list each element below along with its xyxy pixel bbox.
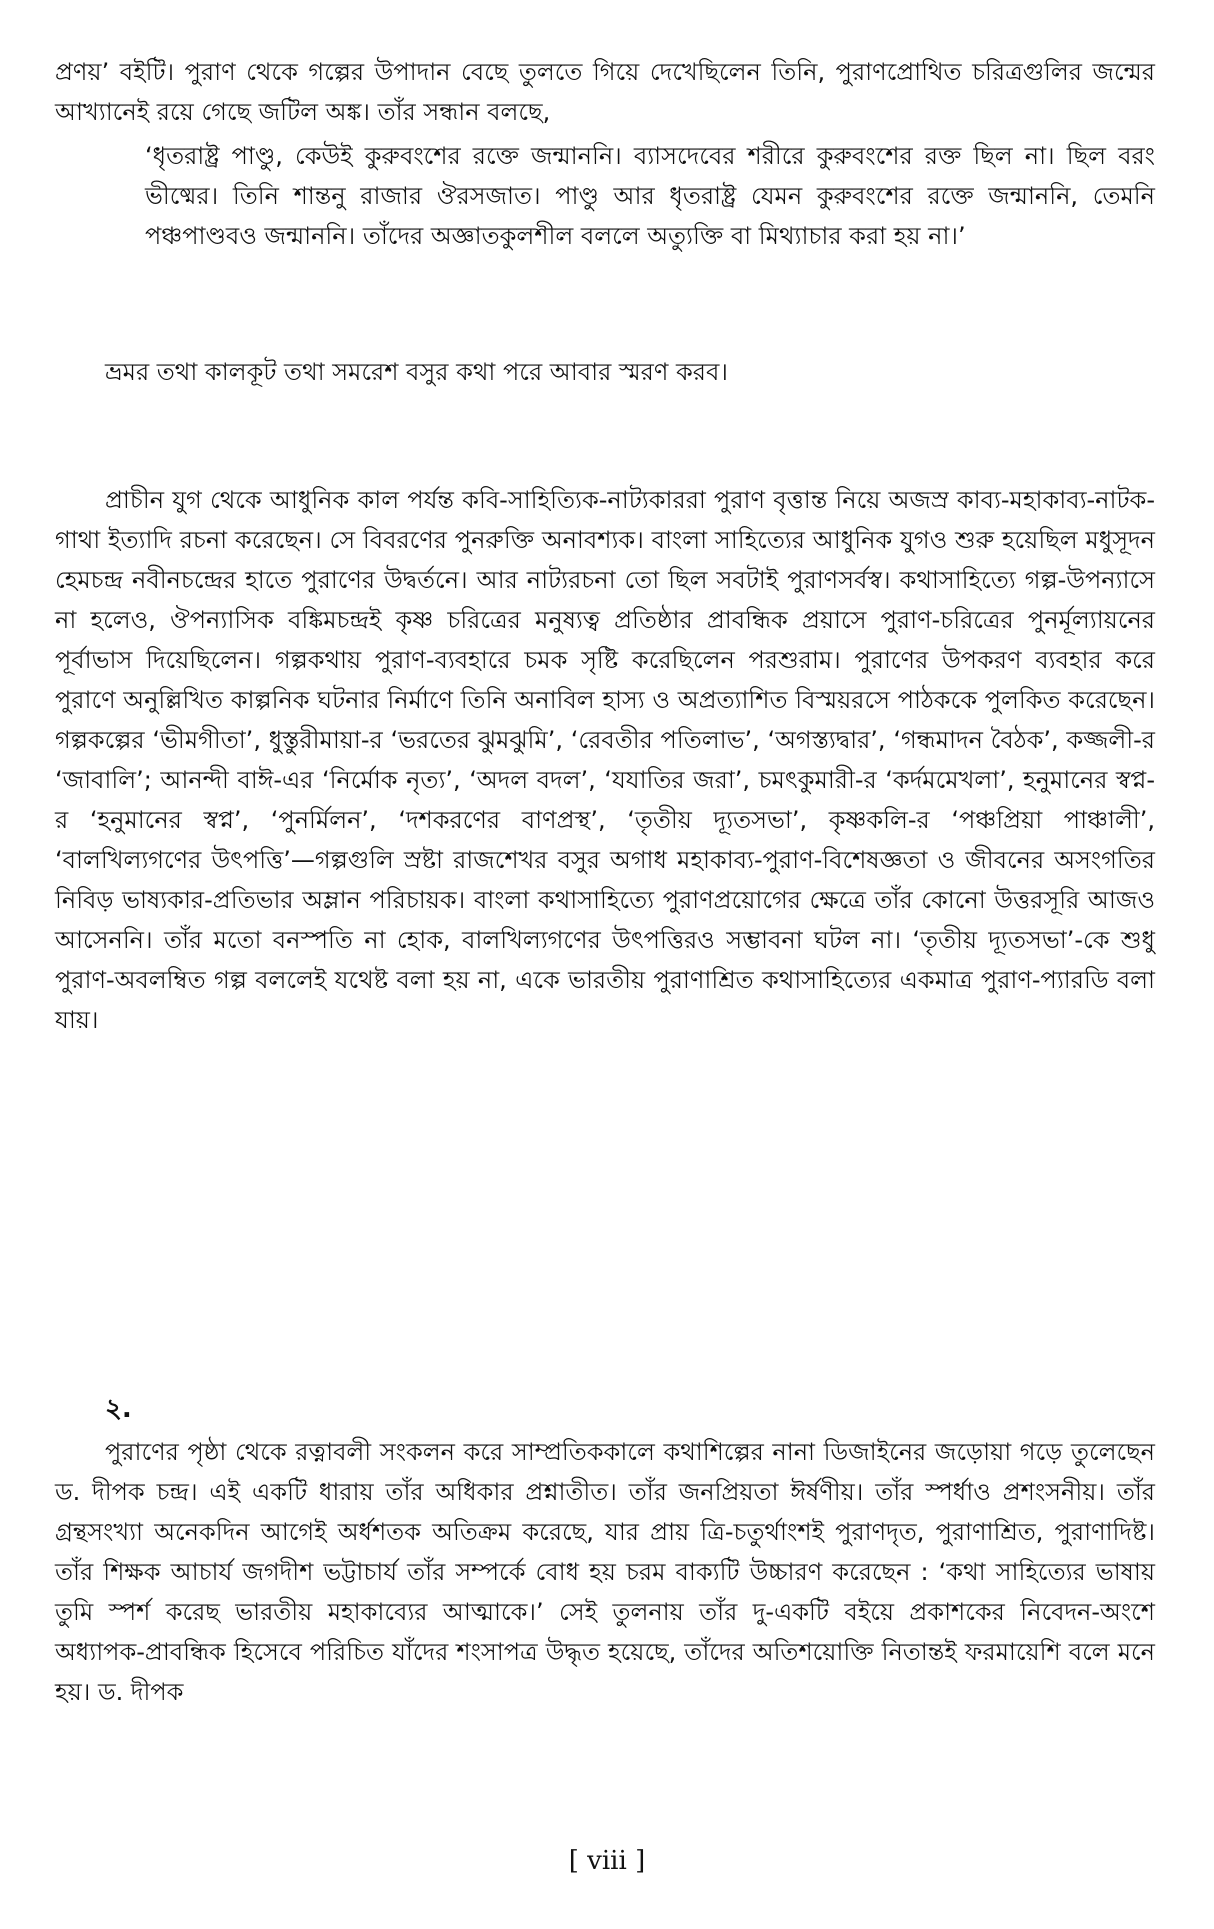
block-quote: ‘ধৃতরাষ্ট্র পাণ্ডু, কেউই কুরুবংশের রক্তে জন্মাননি। ব্যাসদেবের শরীরে কুরুবংশের রক্ত ছিল না। ছিল বরং ভীষ্মের। তিনি শান্তনু রাজার ঔরসজাত। পাণ্ডু আর ধৃতরাষ্ট্র যেমন কুরুবংশের রক্তে জন্মাননি, তেমনি পঞ্চপাণ্ডবও জন্মাননি। তাঁদের অজ্ঞাতকুলশীল বললে অত্যুক্তি বা মিথ্যাচার করা হয় না।’ [145, 142, 1155, 250]
paragraph-remember: ভ্রমর তথা কালকূট তথা সমরেশ বসুর কথা পরে আবার স্মরণ করব। [105, 358, 728, 386]
paragraph-dipak: পুরাণের পৃষ্ঠা থেকে রত্নাবলী সংকলন করে সাম্প্রতিককালে কথাশিল্পের নানা ডিজাইনের জড়োয়া গড়ে তুলেছেন ড. দীপক চন্দ্র। এই একটি ধারায় তাঁর অধিকার প্রশ্নাতীত। তাঁর জনপ্রিয়তা ঈর্ষণীয়। তাঁর স্পর্ধাও প্রশংসনীয়। তাঁর গ্রন্থসংখ্যা অনেকদিন আগেই অর্ধশতক অতিক্রম করেছে, যার প্রায় ত্রি-চতুর্থাংশই পুরাণদৃত, পুরাণাশ্রিত, পুরাণাদিষ্ট। তাঁর শিক্ষক আচার্য জগদীশ ভট্টাচার্য তাঁর সম্পর্কে বোধ হয় চরম বাক্যটি উচ্চারণ করেছেন : ‘কথা সাহিত্যের ভাষায় তুমি স্পর্শ করেছ ভারতীয় মহাকাব্যের আত্মাকে।’ সেই তুলনায় তাঁর দু-একটি বইয়ে প্রকাশকের নিবেদন-অংশে অধ্যাপক-প্রাবন্ধিক হিসেবে পরিচিত যাঁদের শংসাপত্র উদ্ধৃত হয়েছে, তাঁদের অতিশয়োক্তি নিতান্তই ফরমায়েশি বলে মনে হয়। ড. দীপক [55, 1438, 1155, 1706]
document-page [55, 52, 1155, 1892]
section-number: ২. [105, 1394, 132, 1424]
paragraph-opening: প্রণয়’ বইটি। পুরাণ থেকে গল্পের উপাদান বেছে তুলতে গিয়ে দেখেছিলেন তিনি, পুরাণপ্রোথিত চরিত্রগুলির জন্মের আখ্যানেই রয়ে গেছে জটিল অঙ্ক। তাঁর সন্ধান বলছে, [55, 58, 1155, 126]
paragraph-history: প্রাচীন যুগ থেকে আধুনিক কাল পর্যন্ত কবি-সাহিত্যিক-নাট্যকাররা পুরাণ বৃত্তান্ত নিয়ে অজস্র কাব্য-মহাকাব্য-নাটক-গাথা ইত্যাদি রচনা করেছেন। সে বিবরণের পুনরুক্তি অনাবশ্যক। বাংলা সাহিত্যের আধুনিক যুগও শুরু হয়েছিল মধুসূদন হেমচন্দ্র নবীনচন্দ্রের হাতে পুরাণের উদ্বর্তনে। আর নাট্যরচনা তো ছিল সবটাই পুরাণসর্বস্ব। কথাসাহিত্যে গল্প-উপন্যাসে না হলেও, ঔপন্যাসিক বঙ্কিমচন্দ্রই কৃষ্ণ চরিত্রের মনুষ্যত্ব প্রতিষ্ঠার প্রাবন্ধিক প্রয়াসে পুরাণ-চরিত্রের পুনর্মূল্যায়নের পূর্বাভাস দিয়েছিলেন। গল্পকথায় পুরাণ-ব্যবহারে চমক সৃষ্টি করেছিলেন পরশুরাম। পুরাণের উপকরণ ব্যবহার করে পুরাণে অনুল্লিখিত কাল্পনিক ঘটনার নির্মাণে তিনি অনাবিল হাস্য ও অপ্রত্যাশিত বিস্ময়রসে পাঠককে পুলকিত করেছেন। গল্পকল্পের ‘ভীমগীতা’, ধুস্তুরীমায়া-র ‘ভরতের ঝুমঝুমি’, ‘রেবতীর পতিলাভ’, ‘অগস্ত্যদ্বার’, ‘গন্ধমাদন বৈঠক’, কজ্জলী-র ‘জাবালি’; আনন্দী বাঈ-এর ‘নির্মোক নৃত্য’, ‘অদল বদল’, ‘যযাতির জরা’, চমৎকুমারী-র ‘কর্দমমেখলা’, হনুমানের স্বপ্ন-র ‘হনুমানের স্বপ্ন’, ‘পুনর্মিলন’, ‘দশকরণের বাণপ্রস্থ’, ‘তৃতীয় দ্যূতসভা’, কৃষ্ণকলি-র ‘পঞ্চপ্রিয়া পাঞ্চালী’, ‘বালখিল্যগণের উৎপত্তি’—গল্পগুলি স্রষ্টা রাজশেখর বসুর অগাধ মহাকাব্য-পুরাণ-বিশেষজ্ঞতা ও জীবনের অসংগতির নিবিড় ভাষ্যকার-প্রতিভার অম্লান পরিচায়ক। বাংলা কথাসাহিত্যে পুরাণপ্রয়োগের ক্ষেত্রে তাঁর কোনো উত্তরসূরি আজও আসেননি। তাঁর মতো বনস্পতি না হোক, বালখিল্যগণের উৎপত্তিরও সম্ভাবনা ঘটল না। ‘তৃতীয় দ্যূতসভা’-কে শুধু পুরাণ-অবলম্বিত গল্প বললেই যথেষ্ট বলা হয় না, একে ভারতীয় পুরাণাশ্রিত কথাসাহিত্যের একমাত্র পুরাণ-প্যারডি বলা যায়। [55, 486, 1155, 1034]
page-number: [ viii ] [568, 1846, 646, 1876]
